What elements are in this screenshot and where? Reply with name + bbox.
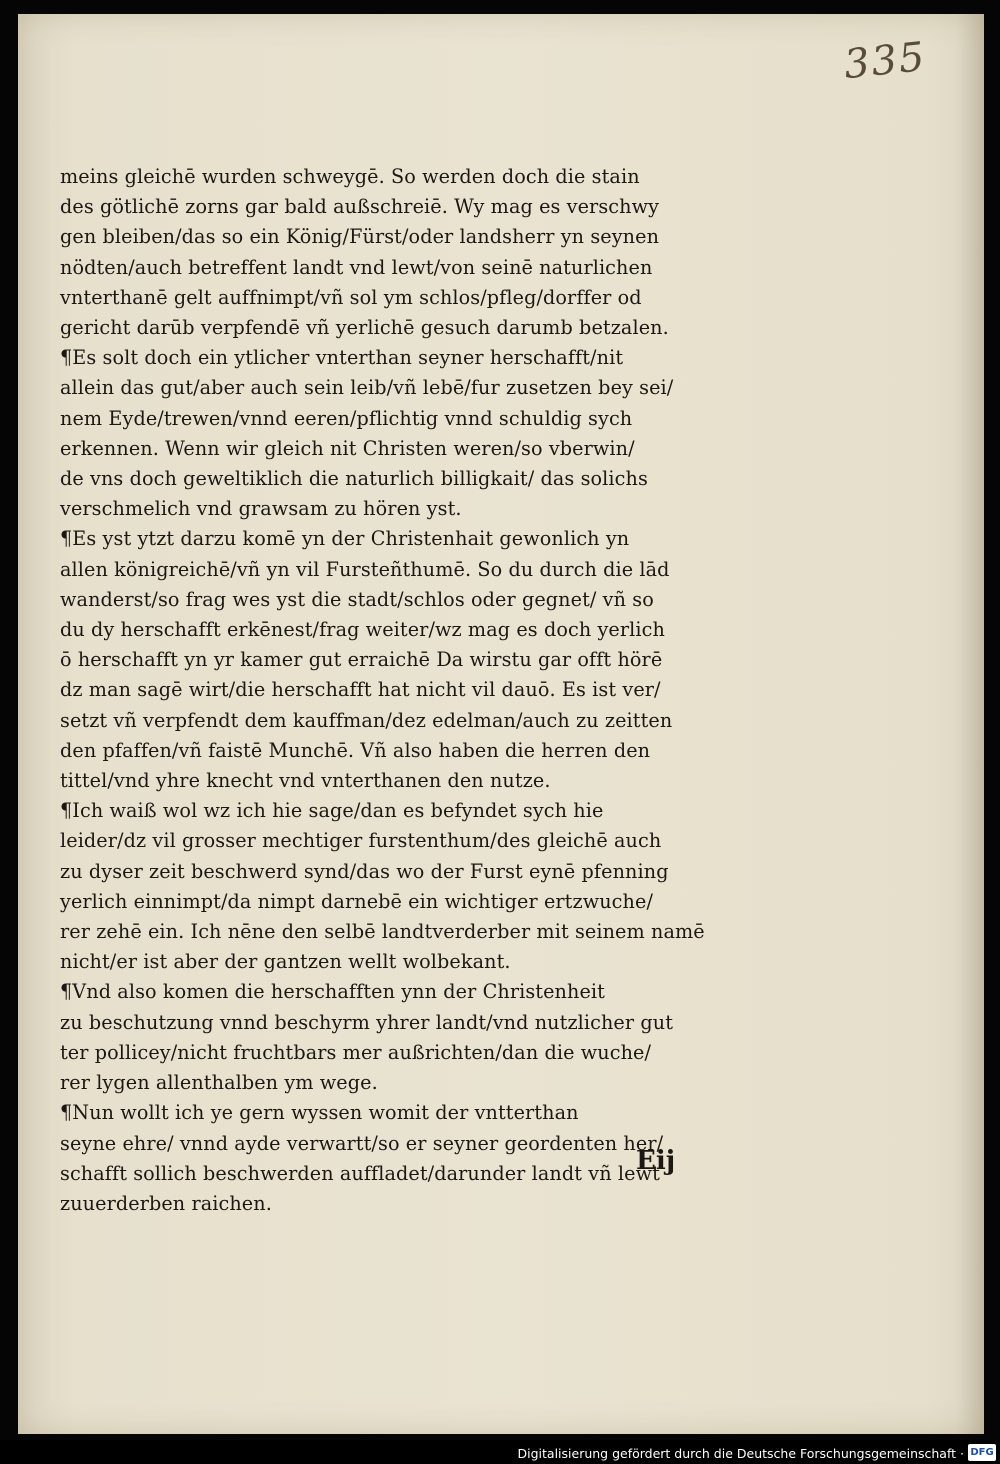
text-line: zu beschutzung vnnd beschyrm yhrer landt/vnd nutzlicher gut bbox=[60, 1010, 674, 1034]
text-line: nem Eyde/trewen/vnnd eeren/pflichtig vnnd schuldig sych bbox=[60, 406, 633, 430]
footer-credit: Digitalisierung gefördert durch die Deutsche Forschungsgemeinschaft · bbox=[517, 1446, 964, 1461]
folio-number: 335 bbox=[841, 33, 929, 89]
paragraph bbox=[60, 162, 750, 343]
text-line: tittel/vnd yhre knecht vnd vnterthanen den nutze. bbox=[60, 769, 551, 793]
text-line: den pfaffen/vñ faistē Munchē. Vñ also haben die herren den bbox=[60, 738, 651, 762]
text-block bbox=[60, 162, 750, 1219]
text-line: du dy herschafft erkēnest/frag weiter/wz mag es doch yerlich bbox=[60, 618, 665, 642]
text-line: de vns doch geweltiklich die naturlich billigkait/ das solichs bbox=[60, 467, 648, 491]
text-line: allein das gut/aber auch sein leib/vñ lebē/fur zusetzen bey sei/ bbox=[60, 376, 674, 400]
text-line: ¶Es solt doch ein ytlicher vnterthan seyner herschafft/nit bbox=[60, 346, 624, 370]
text-line: vnterthanē gelt auffnimpt/vñ sol ym schlos/pfleg/dorffer od bbox=[60, 285, 642, 309]
text-line: verschmelich vnd grawsam zu hören yst. bbox=[60, 497, 462, 521]
text-line: ¶Es yst ytzt darzu komē yn der Christenhait gewonlich yn bbox=[60, 527, 630, 551]
text-line: ¶Ich waiß wol wz ich hie sage/dan es befyndet sych hie bbox=[60, 799, 604, 823]
text-line: yerlich einnimpt/da nimpt darnebē ein wichtiger ertzwuche/ bbox=[60, 889, 654, 913]
text-line: setzt vñ verpfendt dem kauffman/dez edelman/auch zu zeitten bbox=[60, 708, 673, 732]
paragraph bbox=[60, 343, 750, 524]
text-line: zuuerderben raichen. bbox=[60, 1191, 272, 1215]
text-line: leider/dz vil grosser mechtiger furstenthum/des gleichē auch bbox=[60, 829, 662, 853]
dfg-logo-icon: DFG bbox=[968, 1444, 996, 1461]
paragraph bbox=[60, 524, 750, 796]
text-line: rer zehē ein. Ich nēne den selbē landtverderber mit seinem namē bbox=[60, 920, 705, 944]
text-line: des götlichē zorns gar bald außschreiē. Wy mag es verschwy bbox=[60, 195, 660, 219]
text-line: gericht darūb verpfendē vñ yerlichē gesuch darumb betzalen. bbox=[60, 316, 669, 340]
text-line: gen bleiben/das so ein König/Fürst/oder landsherr yn seynen bbox=[60, 225, 660, 249]
text-line: ¶Nun wollt ich ye gern wyssen womit der vntterthan bbox=[60, 1101, 579, 1125]
text-line: dz man sagē wirt/die herschafft hat nicht vil dauō. Es ist ver/ bbox=[60, 678, 661, 702]
text-line: ō herschafft yn yr kamer gut erraichē Da wirstu gar offt hörē bbox=[60, 648, 663, 672]
text-line: rer lygen allenthalben ym wege. bbox=[60, 1071, 378, 1095]
paragraph bbox=[60, 796, 750, 977]
text-line: erkennen. Wenn wir gleich nit Christen weren/so vberwin/ bbox=[60, 436, 635, 460]
paragraph bbox=[60, 977, 750, 1098]
text-line: allen königreichē/vñ yn vil Fursteñthumē. So du durch die lād bbox=[60, 557, 670, 581]
text-line: wanderst/so frag wes yst die stadt/schlos oder gegnet/ vñ so bbox=[60, 587, 654, 611]
text-line: ter pollicey/nicht fruchtbars mer außrichten/dan die wuche/ bbox=[60, 1040, 652, 1064]
book-page bbox=[18, 14, 984, 1434]
text-line: nicht/er ist aber der gantzen wellt wolbekant. bbox=[60, 950, 511, 974]
signature-mark: Eij bbox=[636, 1146, 676, 1176]
text-line: zu dyser zeit beschwerd synd/das wo der Furst eynē pfenning bbox=[60, 859, 669, 883]
text-line: meins gleichē wurden schweygē. So werden doch die stain bbox=[60, 165, 640, 188]
footer-bar bbox=[0, 1440, 1000, 1464]
text-line: seyne ehre/ vnnd ayde verwartt/so er seyner geordenten her/ bbox=[60, 1131, 664, 1155]
text-line: ¶Vnd also komen die herschafften ynn der Christenheit bbox=[60, 980, 605, 1004]
text-line: schafft sollich beschwerden auffladet/darunder landt vñ lewt bbox=[60, 1161, 660, 1185]
text-line: nödten/auch betreffent landt vnd lewt/von seinē naturlichen bbox=[60, 255, 653, 279]
